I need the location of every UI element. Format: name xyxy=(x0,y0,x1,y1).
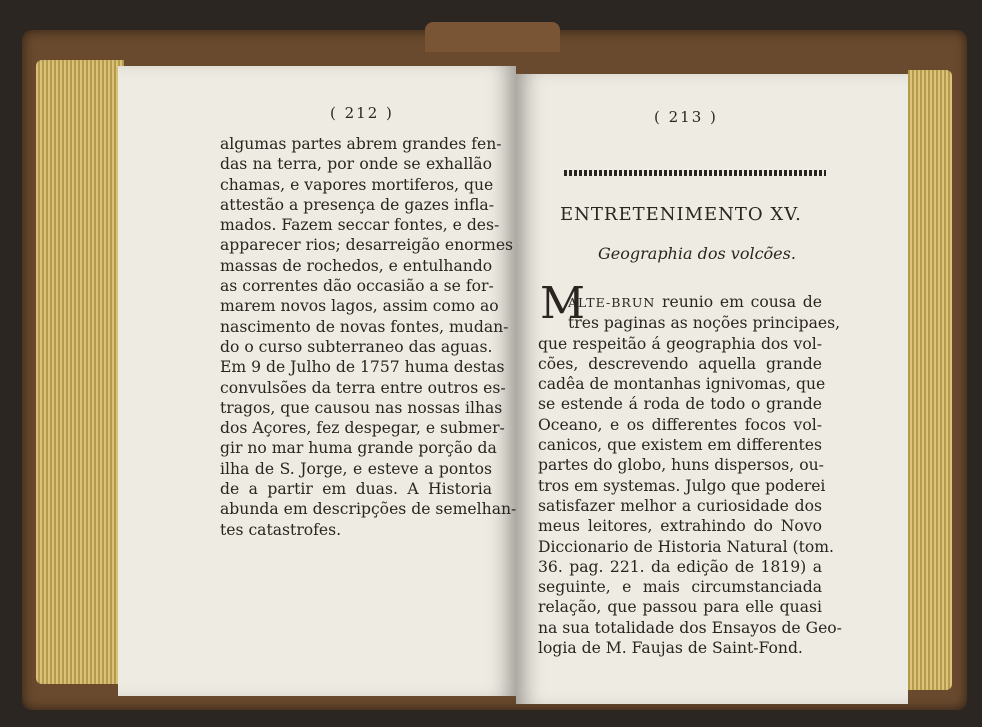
decorative-rule xyxy=(564,170,826,176)
text-line: mados. Fazem seccar fontes, e des- xyxy=(220,216,500,235)
text-line: gir no mar huma grande porção da xyxy=(220,439,497,458)
text-line: canicos, que existem em differentes xyxy=(538,436,823,455)
text-line: tes catastrofes. xyxy=(220,520,342,539)
text-line: que respeitão á geographia dos vol- xyxy=(538,334,822,353)
text-line: tros em systemas. Julgo que poderei xyxy=(538,476,826,495)
text-line: de a partir em duas. A Historia xyxy=(220,480,492,499)
drop-cap: M xyxy=(540,278,586,329)
text-line: abunda em descripções de semelhan- xyxy=(220,500,516,519)
text-line: partes do globo, huns dispersos, ou- xyxy=(538,456,824,475)
text-line: das na terra, por onde se exhallão xyxy=(220,155,492,174)
text-line: nascimento de novas fontes, mudan- xyxy=(220,317,509,336)
page-edges-right xyxy=(908,70,952,690)
text-line: se estende á roda de todo o grande xyxy=(538,395,822,414)
chapter-title: ENTRETENIMENTO XV. xyxy=(560,204,802,225)
text-fragment: reunio em cousa de xyxy=(655,293,822,311)
right-page xyxy=(516,74,908,704)
text-line: meus leitores, extrahindo do Novo xyxy=(538,517,822,536)
text-line: dos Açores, fez despegar, e submer- xyxy=(220,419,505,438)
text-line: ilha de S. Jorge, e esteve a pontos xyxy=(220,459,492,478)
text-line: as correntes dão occasião a se for- xyxy=(220,277,494,296)
text-line: seguinte, e mais circumstanciada xyxy=(538,578,822,597)
text-line: marem novos lagos, assim como ao xyxy=(220,297,499,316)
text-line: chamas, e vapores mortiferos, que xyxy=(220,175,494,194)
page-number-right: ( 213 ) xyxy=(654,108,718,126)
page-edges-left xyxy=(36,60,124,684)
left-page-body xyxy=(220,134,516,540)
text-line: Oceano, e os differentes focos vol- xyxy=(538,415,822,434)
text-line: convulsões da terra entre outros es- xyxy=(220,378,506,397)
text-line: tragos, que causou nas nossas ilhas xyxy=(220,398,503,417)
text-line: relação, que passou para elle quasi xyxy=(538,598,822,617)
text-line: apparecer rios; desarreigão enormes xyxy=(220,236,514,255)
text-line: Diccionario de Historia Natural (tom. xyxy=(538,537,834,556)
text-line: cadêa de montanhas ignivomas, que xyxy=(538,375,826,394)
text-line: algumas partes abrem grandes fen- xyxy=(220,135,502,153)
text-line xyxy=(568,292,822,313)
page-number-left: ( 212 ) xyxy=(330,104,394,122)
text-line: na sua totalidade dos Ensayos de Geo- xyxy=(538,618,842,637)
text-line: do o curso subterraneo das aguas. xyxy=(220,337,493,356)
text-line: logia de M. Faujas de Saint-Fond. xyxy=(538,639,803,658)
right-page-body xyxy=(538,292,842,658)
chapter-subtitle: Geographia dos volcões. xyxy=(598,244,796,263)
text-line: 36. pag. 221. da edição de 1819) a xyxy=(538,557,822,576)
text-line: attestão a presença de gazes infla- xyxy=(220,195,494,214)
left-page xyxy=(118,66,516,696)
text-line: cões, descrevendo aquella grande xyxy=(538,354,822,373)
text-line: satisfazer melhor a curiosidade dos xyxy=(538,496,822,515)
text-line: Em 9 de Julho de 1757 huma destas xyxy=(220,358,505,377)
text-line: tres paginas as noções principaes, xyxy=(568,314,841,333)
small-caps-word: ALTE-BRUN xyxy=(568,295,656,310)
text-line: massas de rochedos, e entulhando xyxy=(220,256,493,275)
book-spine xyxy=(425,22,560,52)
